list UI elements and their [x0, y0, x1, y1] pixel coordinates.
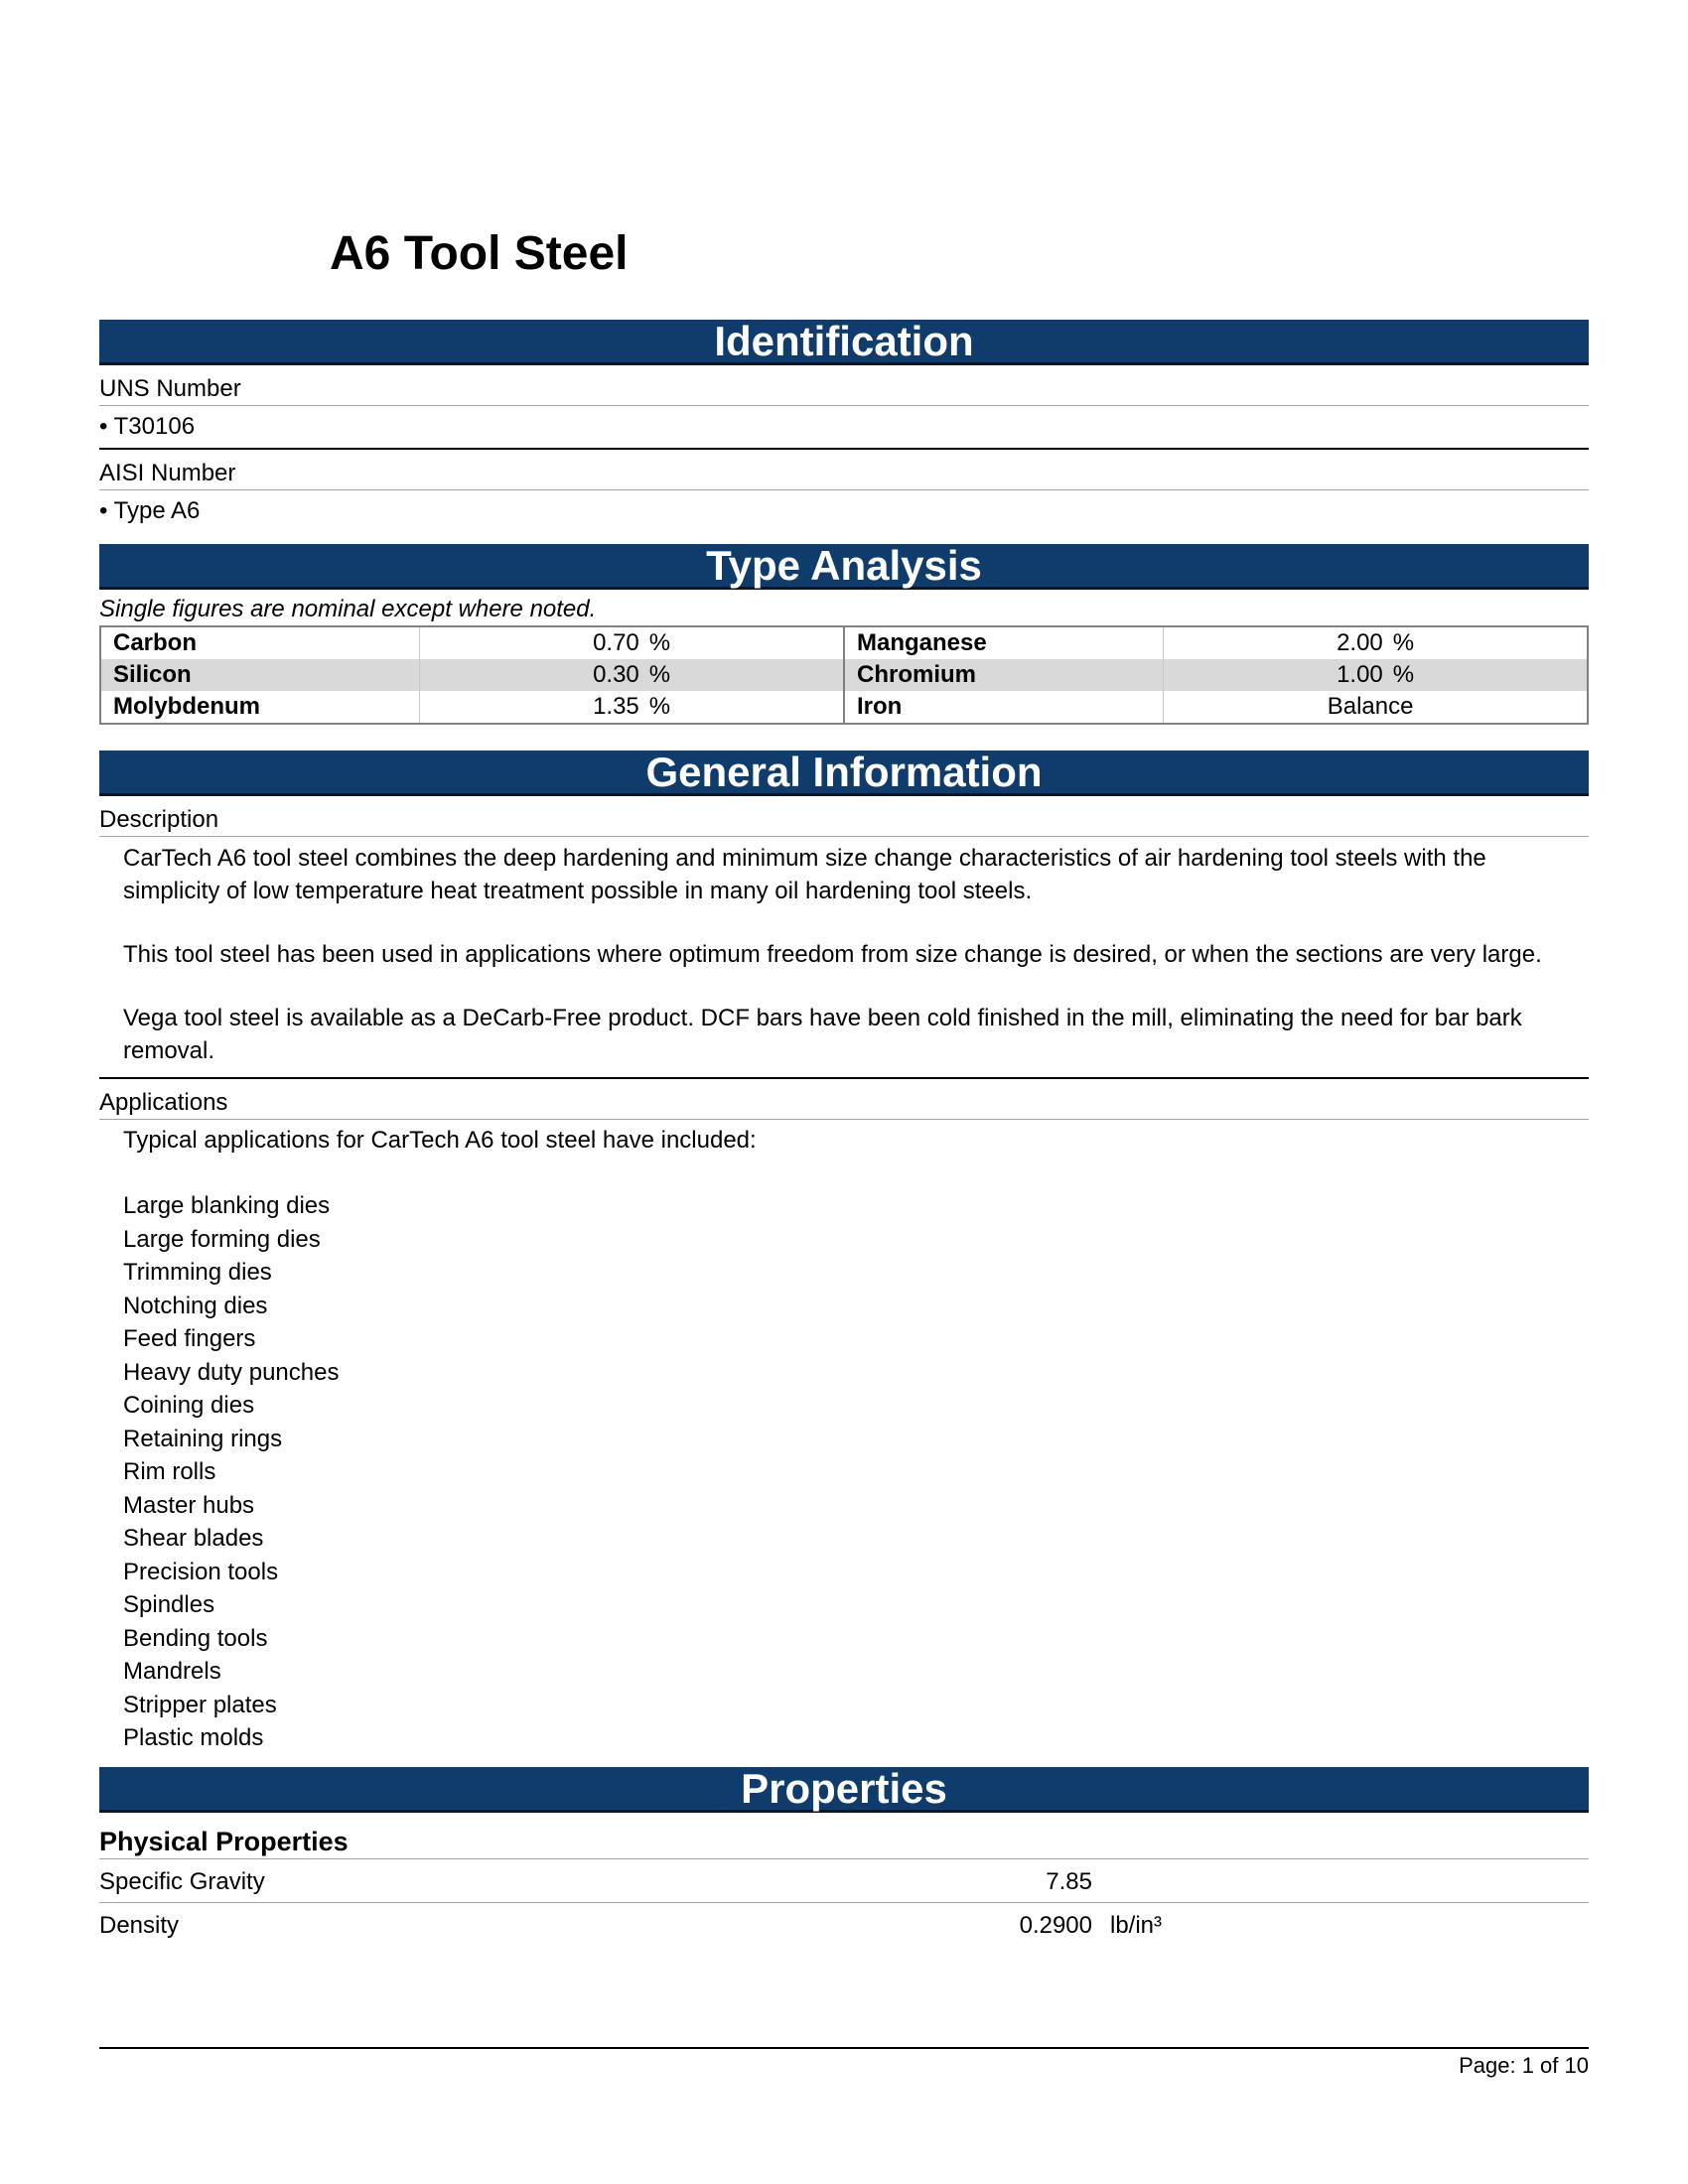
property-value: 0.2900 — [1019, 1911, 1092, 1939]
type-analysis-right-column — [843, 627, 1587, 723]
page-content — [99, 0, 1589, 1946]
field-label-uns-number: UNS Number — [99, 365, 1589, 406]
property-label: Density — [99, 1911, 180, 1939]
value-number: 2.00 — [1336, 629, 1383, 656]
application-item: Heavy duty punches — [123, 1358, 340, 1386]
section-header-general-information: General Information — [99, 751, 1589, 796]
table-row — [845, 691, 1587, 723]
field-value-aisi-number: • Type A6 — [99, 497, 201, 524]
value-number: 0.70 — [593, 629, 639, 656]
type-analysis-note: Single figures are nominal except where noted. — [99, 596, 597, 622]
element-value — [1164, 659, 1587, 691]
table-row — [101, 691, 843, 723]
application-item: Trimming dies — [123, 1259, 272, 1286]
table-row — [101, 627, 843, 659]
section-header-properties: Properties — [99, 1767, 1589, 1813]
applications-text — [99, 1120, 1589, 1755]
value-number: Balance — [1327, 693, 1414, 720]
element-name: Carbon — [101, 627, 420, 659]
page-title: A6 Tool Steel — [330, 227, 629, 280]
value-unit: % — [648, 693, 671, 720]
value-unit: % — [1392, 661, 1415, 688]
element-value — [420, 691, 843, 723]
element-name: Molybdenum — [101, 691, 420, 723]
field-value-uns-number: • T30106 — [99, 406, 1589, 450]
page-number: Page: 1 of 10 — [1459, 2053, 1589, 2078]
element-value — [1164, 691, 1587, 723]
application-item: Large forming dies — [123, 1225, 321, 1253]
property-unit: lb/in³ — [1110, 1911, 1163, 1939]
table-row — [101, 659, 843, 691]
application-item: Stripper plates — [123, 1691, 277, 1718]
application-item: Notching dies — [123, 1292, 268, 1319]
property-value: 7.85 — [1046, 1867, 1092, 1895]
application-item: Shear blades — [123, 1525, 264, 1552]
property-row — [99, 1859, 1589, 1903]
application-item: Spindles — [123, 1591, 215, 1618]
value-number: 1.35 — [593, 693, 639, 720]
element-value — [420, 659, 843, 691]
element-name: Silicon — [101, 659, 420, 691]
application-item: Coining dies — [123, 1392, 255, 1419]
element-name: Iron — [845, 691, 1164, 723]
description-text — [99, 837, 1589, 1077]
element-name: Chromium — [845, 659, 1164, 691]
description-label: Description — [99, 796, 1589, 837]
value-unit: % — [1392, 629, 1415, 656]
table-row — [845, 659, 1587, 691]
application-item: Precision tools — [123, 1558, 279, 1585]
field-label-aisi-number: AISI Number — [99, 450, 1589, 490]
applications-label: Applications — [99, 1077, 1589, 1120]
application-item: Mandrels — [123, 1658, 221, 1685]
section-header-type-analysis: Type Analysis — [99, 544, 1589, 590]
physical-properties-subheader: Physical Properties — [99, 1813, 1589, 1859]
property-label: Specific Gravity — [99, 1867, 265, 1895]
page-footer — [99, 2047, 1589, 2081]
property-row — [99, 1903, 1589, 1946]
section-header-identification: Identification — [99, 320, 1589, 365]
value-unit: % — [648, 629, 671, 656]
description-paragraph: This tool steel has been used in applications where optimum freedom from size change is desired, or when the sections are very large. — [123, 941, 1542, 968]
application-item: Large blanking dies — [123, 1192, 331, 1219]
type-analysis-left-column — [101, 627, 843, 723]
element-value — [420, 627, 843, 659]
application-item: Feed fingers — [123, 1325, 256, 1352]
value-unit: % — [648, 661, 671, 688]
application-item: Rim rolls — [123, 1458, 216, 1485]
applications-intro: Typical applications for CarTech A6 tool steel have included: — [123, 1127, 757, 1154]
application-item: Master hubs — [123, 1491, 255, 1519]
description-paragraph: Vega tool steel is available as a DeCarb-Free product. DCF bars have been cold finished in the mill, eliminating the need for bar bark removal. — [123, 1005, 1522, 1064]
application-item: Bending tools — [123, 1624, 268, 1652]
table-row — [845, 627, 1587, 659]
description-paragraph: CarTech A6 tool steel combines the deep hardening and minimum size change characteristics of air hardening tool steels with the simplicity of low temperature heat treatment possible in many oil hardening tool steels. — [123, 845, 1486, 904]
application-item: Retaining rings — [123, 1425, 283, 1452]
element-value — [1164, 627, 1587, 659]
value-number: 1.00 — [1336, 661, 1383, 688]
type-analysis-table — [99, 625, 1589, 725]
application-item: Plastic molds — [123, 1724, 264, 1751]
value-number: 0.30 — [593, 661, 639, 688]
element-name: Manganese — [845, 627, 1164, 659]
